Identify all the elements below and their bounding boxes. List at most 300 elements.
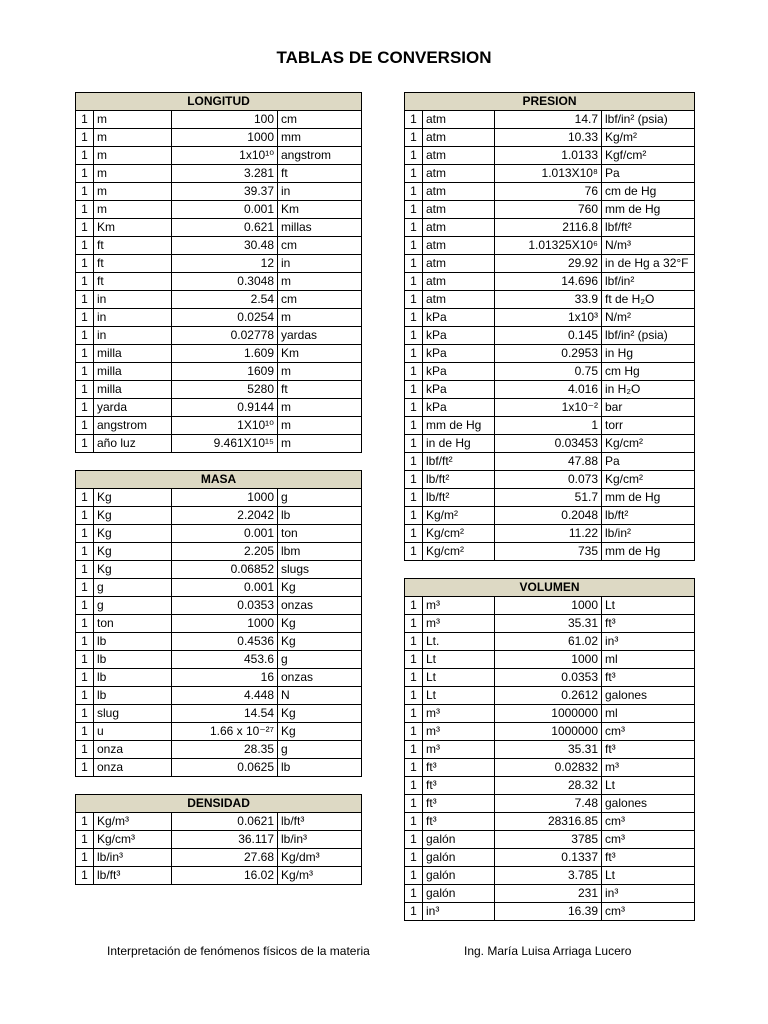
- from-unit-cell: m: [94, 183, 172, 201]
- quantity-cell: 1: [405, 309, 423, 327]
- to-unit-cell: lb/in²: [602, 525, 695, 543]
- to-unit-cell: mm: [278, 129, 362, 147]
- table-row: [76, 381, 362, 399]
- table-row: [76, 741, 362, 759]
- factor-cell: 0.06852: [172, 561, 278, 579]
- table-row: [76, 831, 362, 849]
- quantity-cell: 1: [405, 183, 423, 201]
- table-row: [76, 219, 362, 237]
- to-unit-cell: galones: [602, 795, 695, 813]
- table-row: [405, 867, 695, 885]
- table-row: [405, 327, 695, 345]
- footer-author: Ing. María Luisa Arriaga Lucero: [464, 944, 632, 958]
- to-unit-cell: ft³: [602, 741, 695, 759]
- quantity-cell: 1: [405, 813, 423, 831]
- factor-cell: 14.7: [495, 111, 602, 129]
- to-unit-cell: in³: [602, 885, 695, 903]
- quantity-cell: 1: [76, 597, 94, 615]
- factor-cell: 0.02832: [495, 759, 602, 777]
- factor-cell: 453.6: [172, 651, 278, 669]
- from-unit-cell: Kg: [94, 507, 172, 525]
- to-unit-cell: Kg/cm²: [602, 471, 695, 489]
- quantity-cell: 1: [405, 507, 423, 525]
- to-unit-cell: ton: [278, 525, 362, 543]
- from-unit-cell: atm: [423, 201, 495, 219]
- quantity-cell: 1: [76, 237, 94, 255]
- factor-cell: 14.696: [495, 273, 602, 291]
- factor-cell: 30.48: [172, 237, 278, 255]
- quantity-cell: 1: [405, 759, 423, 777]
- to-unit-cell: Km: [278, 201, 362, 219]
- table-row: [405, 831, 695, 849]
- factor-cell: 29.92: [495, 255, 602, 273]
- from-unit-cell: kPa: [423, 309, 495, 327]
- table-row: [76, 165, 362, 183]
- masa-table: [75, 470, 362, 777]
- table-row: [405, 219, 695, 237]
- quantity-cell: 1: [405, 471, 423, 489]
- factor-cell: 2116.8: [495, 219, 602, 237]
- quantity-cell: 1: [405, 741, 423, 759]
- from-unit-cell: Kg: [94, 525, 172, 543]
- table-row: [405, 147, 695, 165]
- factor-cell: 28.32: [495, 777, 602, 795]
- table-row: [76, 273, 362, 291]
- to-unit-cell: slugs: [278, 561, 362, 579]
- factor-cell: 47.88: [495, 453, 602, 471]
- factor-cell: 0.0625: [172, 759, 278, 777]
- quantity-cell: 1: [405, 147, 423, 165]
- factor-cell: 7.48: [495, 795, 602, 813]
- table-row: [405, 111, 695, 129]
- table-row: [76, 255, 362, 273]
- from-unit-cell: Lt: [423, 651, 495, 669]
- factor-cell: 16.02: [172, 867, 278, 885]
- factor-cell: 100: [172, 111, 278, 129]
- quantity-cell: 1: [76, 741, 94, 759]
- factor-cell: 2.205: [172, 543, 278, 561]
- table-row: [405, 651, 695, 669]
- from-unit-cell: milla: [94, 381, 172, 399]
- quantity-cell: 1: [405, 867, 423, 885]
- factor-cell: 0.0353: [172, 597, 278, 615]
- factor-cell: 3785: [495, 831, 602, 849]
- to-unit-cell: Kg: [278, 705, 362, 723]
- factor-cell: 27.68: [172, 849, 278, 867]
- to-unit-cell: mm de Hg: [602, 489, 695, 507]
- quantity-cell: 1: [405, 381, 423, 399]
- quantity-cell: 1: [76, 255, 94, 273]
- from-unit-cell: galón: [423, 849, 495, 867]
- to-unit-cell: m: [278, 417, 362, 435]
- quantity-cell: 1: [76, 507, 94, 525]
- factor-cell: 0.145: [495, 327, 602, 345]
- from-unit-cell: atm: [423, 291, 495, 309]
- quantity-cell: 1: [76, 633, 94, 651]
- table-row: [405, 255, 695, 273]
- to-unit-cell: torr: [602, 417, 695, 435]
- to-unit-cell: N/m²: [602, 309, 695, 327]
- from-unit-cell: yarda: [94, 399, 172, 417]
- from-unit-cell: Lt.: [423, 633, 495, 651]
- from-unit-cell: m³: [423, 723, 495, 741]
- factor-cell: 1.0133: [495, 147, 602, 165]
- to-unit-cell: Lt: [602, 867, 695, 885]
- to-unit-cell: m: [278, 435, 362, 453]
- to-unit-cell: cm: [278, 291, 362, 309]
- factor-cell: 1000: [495, 651, 602, 669]
- table-row: [76, 687, 362, 705]
- quantity-cell: 1: [76, 345, 94, 363]
- from-unit-cell: m: [94, 165, 172, 183]
- to-unit-cell: lb/ft²: [602, 507, 695, 525]
- from-unit-cell: onza: [94, 759, 172, 777]
- factor-cell: 1x10³: [495, 309, 602, 327]
- factor-cell: 28316.85: [495, 813, 602, 831]
- to-unit-cell: Pa: [602, 453, 695, 471]
- presion-table: [404, 92, 695, 561]
- factor-cell: 0.3048: [172, 273, 278, 291]
- quantity-cell: 1: [76, 543, 94, 561]
- from-unit-cell: in: [94, 327, 172, 345]
- quantity-cell: 1: [405, 831, 423, 849]
- table-row: [76, 813, 362, 831]
- table-row: [76, 723, 362, 741]
- from-unit-cell: lb/ft²: [423, 489, 495, 507]
- table-row: [405, 129, 695, 147]
- volumen-header: VOLUMEN: [405, 579, 695, 597]
- quantity-cell: 1: [405, 705, 423, 723]
- table-row: [76, 345, 362, 363]
- table-row: [405, 309, 695, 327]
- quantity-cell: 1: [405, 255, 423, 273]
- from-unit-cell: in de Hg: [423, 435, 495, 453]
- from-unit-cell: atm: [423, 129, 495, 147]
- table-row: [405, 615, 695, 633]
- table-row: [405, 291, 695, 309]
- to-unit-cell: yardas: [278, 327, 362, 345]
- to-unit-cell: g: [278, 489, 362, 507]
- table-row: [405, 723, 695, 741]
- quantity-cell: 1: [405, 219, 423, 237]
- quantity-cell: 1: [76, 759, 94, 777]
- to-unit-cell: cm³: [602, 723, 695, 741]
- table-row: [405, 687, 695, 705]
- from-unit-cell: ft³: [423, 759, 495, 777]
- quantity-cell: 1: [76, 129, 94, 147]
- longitud-table: [75, 92, 362, 453]
- table-row: [76, 435, 362, 453]
- table-row: [76, 183, 362, 201]
- to-unit-cell: lb/in³: [278, 831, 362, 849]
- from-unit-cell: atm: [423, 111, 495, 129]
- factor-cell: 1609: [172, 363, 278, 381]
- quantity-cell: 1: [405, 543, 423, 561]
- from-unit-cell: m³: [423, 615, 495, 633]
- from-unit-cell: in³: [423, 903, 495, 921]
- from-unit-cell: g: [94, 579, 172, 597]
- factor-cell: 1x10¹⁰: [172, 147, 278, 165]
- to-unit-cell: ft de H₂O: [602, 291, 695, 309]
- factor-cell: 2.54: [172, 291, 278, 309]
- factor-cell: 35.31: [495, 741, 602, 759]
- to-unit-cell: cm³: [602, 903, 695, 921]
- to-unit-cell: lb/ft³: [278, 813, 362, 831]
- from-unit-cell: ft: [94, 255, 172, 273]
- to-unit-cell: in de Hg a 32°F: [602, 255, 695, 273]
- quantity-cell: 1: [405, 723, 423, 741]
- factor-cell: 1.609: [172, 345, 278, 363]
- quantity-cell: 1: [405, 363, 423, 381]
- table-row: [76, 561, 362, 579]
- from-unit-cell: atm: [423, 273, 495, 291]
- quantity-cell: 1: [405, 417, 423, 435]
- to-unit-cell: lb: [278, 759, 362, 777]
- from-unit-cell: Kg/m²: [423, 507, 495, 525]
- quantity-cell: 1: [76, 147, 94, 165]
- from-unit-cell: mm de Hg: [423, 417, 495, 435]
- to-unit-cell: ft³: [602, 615, 695, 633]
- quantity-cell: 1: [405, 435, 423, 453]
- factor-cell: 1000: [172, 615, 278, 633]
- table-row: [76, 867, 362, 885]
- factor-cell: 0.001: [172, 579, 278, 597]
- factor-cell: 0.9144: [172, 399, 278, 417]
- quantity-cell: 1: [405, 237, 423, 255]
- table-row: [405, 633, 695, 651]
- quantity-cell: 1: [76, 687, 94, 705]
- from-unit-cell: lb: [94, 687, 172, 705]
- to-unit-cell: mm de Hg: [602, 543, 695, 561]
- quantity-cell: 1: [76, 165, 94, 183]
- to-unit-cell: bar: [602, 399, 695, 417]
- to-unit-cell: onzas: [278, 669, 362, 687]
- from-unit-cell: año luz: [94, 435, 172, 453]
- factor-cell: 51.7: [495, 489, 602, 507]
- to-unit-cell: m³: [602, 759, 695, 777]
- factor-cell: 16.39: [495, 903, 602, 921]
- quantity-cell: 1: [76, 201, 94, 219]
- to-unit-cell: Kg: [278, 615, 362, 633]
- factor-cell: 4.016: [495, 381, 602, 399]
- quantity-cell: 1: [76, 381, 94, 399]
- table-row: [76, 525, 362, 543]
- table-row: [405, 759, 695, 777]
- to-unit-cell: onzas: [278, 597, 362, 615]
- factor-cell: 0.001: [172, 525, 278, 543]
- table-row: [76, 615, 362, 633]
- from-unit-cell: u: [94, 723, 172, 741]
- from-unit-cell: Kg/m³: [94, 813, 172, 831]
- from-unit-cell: m³: [423, 705, 495, 723]
- from-unit-cell: kPa: [423, 327, 495, 345]
- from-unit-cell: ton: [94, 615, 172, 633]
- footer-course-title: Interpretación de fenómenos físicos de la materia: [107, 944, 370, 958]
- table-row: [76, 129, 362, 147]
- table-row: [405, 201, 695, 219]
- to-unit-cell: lb: [278, 507, 362, 525]
- table-row: [76, 669, 362, 687]
- from-unit-cell: Kg/cm³: [94, 831, 172, 849]
- table-row: [405, 381, 695, 399]
- from-unit-cell: Km: [94, 219, 172, 237]
- quantity-cell: 1: [76, 363, 94, 381]
- factor-cell: 0.073: [495, 471, 602, 489]
- from-unit-cell: milla: [94, 363, 172, 381]
- presion-header: PRESION: [405, 93, 695, 111]
- table-row: [405, 669, 695, 687]
- from-unit-cell: in: [94, 309, 172, 327]
- factor-cell: 35.31: [495, 615, 602, 633]
- table-row: [405, 273, 695, 291]
- to-unit-cell: lbf/in² (psia): [602, 327, 695, 345]
- quantity-cell: 1: [76, 579, 94, 597]
- masa-header: MASA: [76, 471, 362, 489]
- from-unit-cell: atm: [423, 165, 495, 183]
- to-unit-cell: ft: [278, 165, 362, 183]
- factor-cell: 1000000: [495, 705, 602, 723]
- quantity-cell: 1: [405, 597, 423, 615]
- to-unit-cell: N/m³: [602, 237, 695, 255]
- quantity-cell: 1: [76, 651, 94, 669]
- to-unit-cell: angstrom: [278, 147, 362, 165]
- quantity-cell: 1: [76, 309, 94, 327]
- from-unit-cell: lb: [94, 633, 172, 651]
- factor-cell: 1X10¹⁰: [172, 417, 278, 435]
- factor-cell: 12: [172, 255, 278, 273]
- factor-cell: 0.2612: [495, 687, 602, 705]
- factor-cell: 1.01325X10⁶: [495, 237, 602, 255]
- factor-cell: 33.9: [495, 291, 602, 309]
- quantity-cell: 1: [76, 435, 94, 453]
- from-unit-cell: milla: [94, 345, 172, 363]
- from-unit-cell: m: [94, 111, 172, 129]
- to-unit-cell: Lt: [602, 597, 695, 615]
- table-row: [76, 291, 362, 309]
- to-unit-cell: Lt: [602, 777, 695, 795]
- to-unit-cell: Kg/cm²: [602, 435, 695, 453]
- quantity-cell: 1: [405, 327, 423, 345]
- to-unit-cell: Km: [278, 345, 362, 363]
- factor-cell: 1: [495, 417, 602, 435]
- to-unit-cell: Kg: [278, 723, 362, 741]
- quantity-cell: 1: [76, 327, 94, 345]
- to-unit-cell: m: [278, 363, 362, 381]
- to-unit-cell: ft³: [602, 669, 695, 687]
- quantity-cell: 1: [76, 525, 94, 543]
- from-unit-cell: lb/ft³: [94, 867, 172, 885]
- to-unit-cell: ml: [602, 651, 695, 669]
- factor-cell: 14.54: [172, 705, 278, 723]
- factor-cell: 10.33: [495, 129, 602, 147]
- table-row: [405, 399, 695, 417]
- to-unit-cell: Kg: [278, 579, 362, 597]
- factor-cell: 9.461X10¹⁵: [172, 435, 278, 453]
- to-unit-cell: Pa: [602, 165, 695, 183]
- from-unit-cell: lbf/ft²: [423, 453, 495, 471]
- factor-cell: 1x10⁻²: [495, 399, 602, 417]
- volumen-table: [404, 578, 695, 921]
- table-row: [405, 525, 695, 543]
- from-unit-cell: g: [94, 597, 172, 615]
- quantity-cell: 1: [76, 813, 94, 831]
- quantity-cell: 1: [76, 183, 94, 201]
- factor-cell: 4.448: [172, 687, 278, 705]
- from-unit-cell: ft³: [423, 795, 495, 813]
- quantity-cell: 1: [76, 417, 94, 435]
- to-unit-cell: lbf/in²: [602, 273, 695, 291]
- quantity-cell: 1: [76, 723, 94, 741]
- to-unit-cell: ft: [278, 381, 362, 399]
- factor-cell: 3.785: [495, 867, 602, 885]
- from-unit-cell: kPa: [423, 363, 495, 381]
- factor-cell: 1000: [172, 129, 278, 147]
- table-row: [405, 471, 695, 489]
- quantity-cell: 1: [405, 453, 423, 471]
- table-row: [405, 507, 695, 525]
- quantity-cell: 1: [405, 849, 423, 867]
- factor-cell: 0.2048: [495, 507, 602, 525]
- factor-cell: 1.66 x 10⁻²⁷: [172, 723, 278, 741]
- from-unit-cell: kPa: [423, 399, 495, 417]
- table-row: [76, 111, 362, 129]
- quantity-cell: 1: [76, 111, 94, 129]
- quantity-cell: 1: [405, 615, 423, 633]
- factor-cell: 36.117: [172, 831, 278, 849]
- to-unit-cell: g: [278, 651, 362, 669]
- factor-cell: 0.02778: [172, 327, 278, 345]
- quantity-cell: 1: [405, 525, 423, 543]
- factor-cell: 39.37: [172, 183, 278, 201]
- quantity-cell: 1: [405, 399, 423, 417]
- longitud-header: LONGITUD: [76, 93, 362, 111]
- table-row: [405, 543, 695, 561]
- quantity-cell: 1: [405, 651, 423, 669]
- factor-cell: 1000000: [495, 723, 602, 741]
- quantity-cell: 1: [405, 111, 423, 129]
- quantity-cell: 1: [405, 777, 423, 795]
- from-unit-cell: kPa: [423, 345, 495, 363]
- from-unit-cell: ft: [94, 273, 172, 291]
- from-unit-cell: ft³: [423, 813, 495, 831]
- factor-cell: 0.0254: [172, 309, 278, 327]
- factor-cell: 0.03453: [495, 435, 602, 453]
- to-unit-cell: ml: [602, 705, 695, 723]
- quantity-cell: 1: [76, 705, 94, 723]
- from-unit-cell: galón: [423, 831, 495, 849]
- table-row: [405, 741, 695, 759]
- quantity-cell: 1: [76, 561, 94, 579]
- quantity-cell: 1: [405, 633, 423, 651]
- quantity-cell: 1: [405, 903, 423, 921]
- table-row: [76, 399, 362, 417]
- to-unit-cell: m: [278, 273, 362, 291]
- quantity-cell: 1: [405, 687, 423, 705]
- table-row: [405, 165, 695, 183]
- table-row: [76, 543, 362, 561]
- factor-cell: 0.4536: [172, 633, 278, 651]
- from-unit-cell: lb: [94, 669, 172, 687]
- quantity-cell: 1: [76, 831, 94, 849]
- to-unit-cell: ft³: [602, 849, 695, 867]
- to-unit-cell: millas: [278, 219, 362, 237]
- from-unit-cell: Kg/cm²: [423, 525, 495, 543]
- to-unit-cell: in H₂O: [602, 381, 695, 399]
- factor-cell: 28.35: [172, 741, 278, 759]
- factor-cell: 16: [172, 669, 278, 687]
- to-unit-cell: Kg: [278, 633, 362, 651]
- to-unit-cell: in: [278, 255, 362, 273]
